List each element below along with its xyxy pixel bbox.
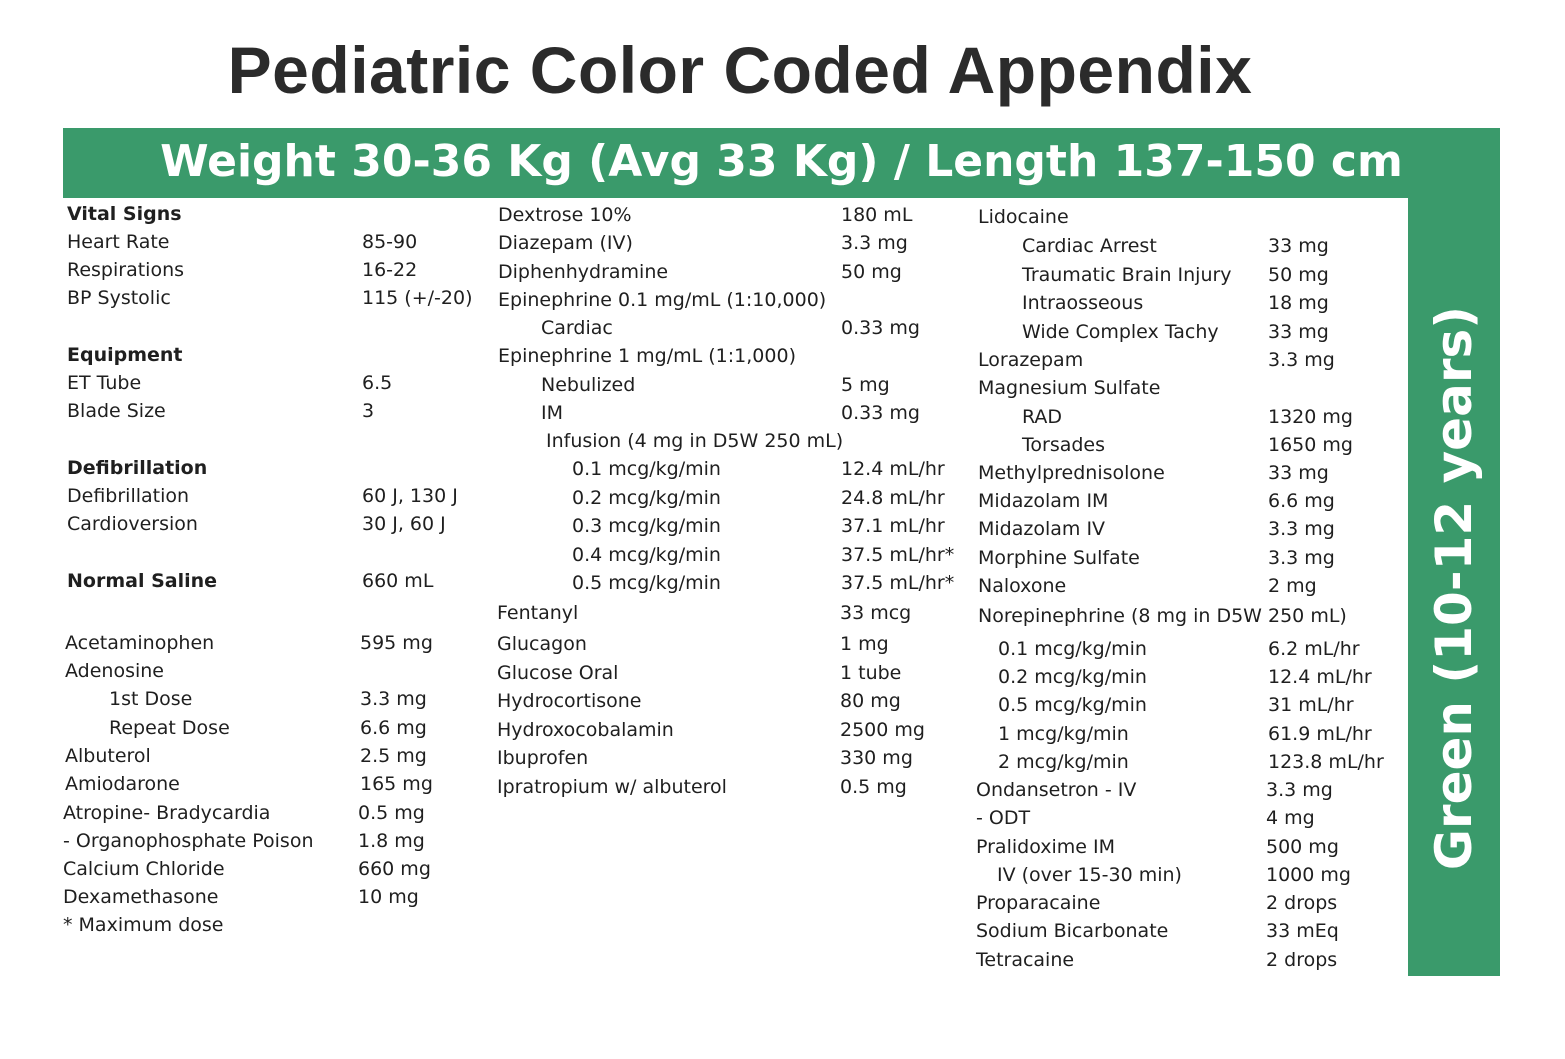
row-label: Lorazepam [978,349,1084,371]
row-value: 85-90 [362,231,418,253]
row-label: RAD [1022,406,1063,428]
row-label: Cardiac Arrest [1022,235,1157,257]
row-label: Hydrocortisone [497,690,642,712]
row-label: Respirations [67,259,185,281]
row-value: 330 mg [840,747,913,769]
row-label: 2 mcg/kg/min [998,751,1129,773]
row-value: 16-22 [362,259,418,281]
row-value: 1650 mg [1268,434,1353,456]
row-value: 2500 mg [840,719,925,741]
row-value: 3.3 mg [1268,547,1335,569]
row-label: Norepinephrine (8 mg in D5W 250 mL) [978,605,1347,627]
row-label: Defibrillation [67,457,208,479]
row-label: Adenosine [65,660,164,682]
row-value: 24.8 mL/hr [841,487,945,509]
row-label: Tetracaine [976,949,1075,971]
row-label: 1st Dose [109,688,193,710]
row-value: 2 drops [1266,949,1338,971]
row-value: 30 J, 60 J [362,513,446,535]
row-label: IV (over 15-30 min) [997,864,1182,886]
row-label: Normal Saline [67,570,218,592]
row-label: Nebulized [541,374,636,396]
row-value: 2 drops [1266,892,1338,914]
row-value: 31 mL/hr [1268,694,1354,716]
row-value: 3.3 mg [1266,779,1333,801]
row-value: 18 mg [1268,292,1329,314]
row-label: IM [541,402,563,424]
row-label: Diazepam (IV) [498,232,633,254]
row-value: 0.5 mg [840,776,907,798]
row-label: Midazolam IM [978,490,1109,512]
row-label: Repeat Dose [109,717,230,739]
row-label: Sodium Bicarbonate [976,920,1169,942]
footnote-text: * Maximum dose [63,914,224,936]
row-value: 1.8 mg [358,830,425,852]
row-label: Naloxone [978,575,1067,597]
row-label: 0.5 mcg/kg/min [998,694,1147,716]
row-label: Heart Rate [67,231,170,253]
row-label: Wide Complex Tachy [1022,321,1219,343]
row-value: 2 mg [1268,575,1317,597]
row-label: BP Systolic [67,287,171,309]
row-value: 33 mcg [840,602,912,624]
row-label: Glucagon [497,633,587,655]
row-value: 80 mg [840,690,901,712]
row-value: 12.4 mL/hr [841,458,945,480]
row-value: 180 mL [841,204,913,226]
page-title: Pediatric Color Coded Appendix [227,33,1253,107]
row-label: Fentanyl [497,602,579,624]
row-label: Magnesium Sulfate [978,377,1161,399]
row-value: 50 mg [841,261,902,283]
row-label: Atropine- Bradycardia [63,802,271,824]
row-value: 1 tube [840,662,902,684]
row-label: Ondansetron - IV [976,779,1137,801]
age-group-sidebar [1408,198,1500,976]
row-label: Cardioversion [67,513,198,535]
row-value: 12.4 mL/hr [1268,666,1372,688]
row-value: 3.3 mg [1268,518,1335,540]
row-value: 500 mg [1266,836,1339,858]
row-value: 3.3 mg [841,232,908,254]
row-label: Dexamethasone [63,886,219,908]
row-value: 6.6 mg [1268,490,1335,512]
age-group-label: Green (10-12 years) [1425,305,1483,871]
row-label: Midazolam IV [978,518,1106,540]
row-label: - ODT [976,807,1031,829]
row-label: 0.4 mcg/kg/min [572,544,721,566]
row-label: Acetaminophen [65,632,215,654]
row-value: 3 [362,400,375,422]
row-label: Lidocaine [978,206,1069,228]
row-label: Methylprednisolone [978,462,1165,484]
row-value: 60 J, 130 J [362,485,458,507]
row-value: 0.5 mg [358,802,425,824]
row-label: Albuterol [65,745,151,767]
weight-band [63,128,1500,198]
row-label: Defibrillation [67,485,190,507]
row-label: Cardiac [541,317,613,339]
row-label: Blade Size [67,400,166,422]
row-value: 3.3 mg [360,688,427,710]
row-value: 37.5 mL/hr* [841,572,955,594]
row-label: 0.3 mcg/kg/min [572,515,721,537]
row-label: Glucose Oral [497,662,619,684]
row-value: 1 mg [840,633,889,655]
row-label: Dextrose 10% [498,204,632,226]
row-label: Proparacaine [976,892,1101,914]
row-value: 6.5 [362,372,393,394]
row-value: 5 mg [841,374,890,396]
row-value: 660 mL [362,570,434,592]
row-value: 33 mg [1268,321,1329,343]
row-value: 10 mg [358,886,419,908]
row-label: 1 mcg/kg/min [998,723,1129,745]
row-value: 1320 mg [1268,406,1353,428]
row-value: 6.6 mg [360,717,427,739]
row-label: Morphine Sulfate [978,547,1140,569]
row-value: 115 (+/-20) [362,287,473,309]
row-label: Diphenhydramine [498,261,669,283]
row-label: Ibuprofen [497,747,589,769]
row-label: 0.1 mcg/kg/min [572,458,721,480]
row-label: Hydroxocobalamin [497,719,674,741]
row-label: Epinephrine 1 mg/mL (1:1,000) [498,345,796,367]
row-label: Calcium Chloride [63,858,225,880]
row-value: 50 mg [1268,264,1329,286]
row-value: 0.33 mg [841,317,920,339]
row-label: 0.2 mcg/kg/min [572,487,721,509]
row-label: Equipment [67,344,183,366]
row-label: 0.1 mcg/kg/min [998,638,1147,660]
row-label: Traumatic Brain Injury [1022,264,1232,286]
weight-band-text: Weight 30-36 Kg (Avg 33 Kg) / Length 137-150 cm [160,136,1403,187]
row-label: Torsades [1022,434,1106,456]
row-label: Vital Signs [67,203,182,225]
row-value: 61.9 mL/hr [1268,723,1372,745]
row-label: - Organophosphate Poison [63,830,314,852]
row-value: 2.5 mg [360,745,427,767]
row-value: 33 mg [1268,235,1329,257]
row-value: 0.33 mg [841,402,920,424]
row-label: Pralidoxime IM [976,836,1115,858]
row-value: 33 mg [1268,462,1329,484]
row-label: Amiodarone [65,773,180,795]
row-value: 6.2 mL/hr [1268,638,1360,660]
row-value: 595 mg [360,632,433,654]
row-value: 660 mg [358,858,431,880]
row-value: 37.5 mL/hr* [841,544,955,566]
row-value: 123.8 mL/hr [1268,751,1384,773]
row-label: Ipratropium w/ albuterol [497,776,727,798]
row-value: 33 mEq [1266,920,1339,942]
row-value: 37.1 mL/hr [841,515,945,537]
row-label: Epinephrine 0.1 mg/mL (1:10,000) [498,289,827,311]
row-value: 3.3 mg [1268,349,1335,371]
row-label: Intraosseous [1022,292,1144,314]
row-label: 0.5 mcg/kg/min [572,572,721,594]
row-value: 4 mg [1266,807,1315,829]
row-label: 0.2 mcg/kg/min [998,666,1147,688]
row-label: Infusion (4 mg in D5W 250 mL) [546,430,844,452]
row-value: 1000 mg [1266,864,1351,886]
row-label: ET Tube [67,372,142,394]
row-value: 165 mg [360,773,433,795]
